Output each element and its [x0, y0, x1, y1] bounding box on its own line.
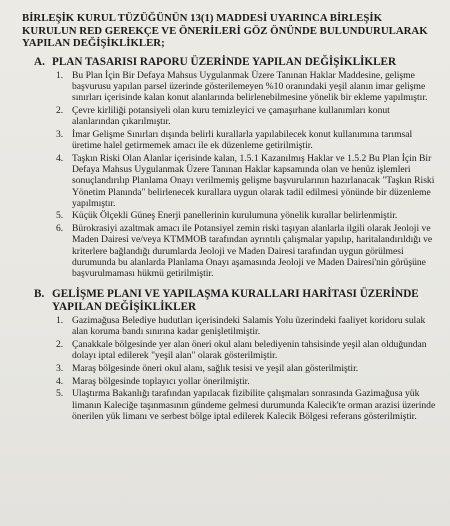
- item-text: İmar Gelişme Sınırları dışında belirli kurallarla yapılabilecek konut kullanımına tarımsal üretime halel getirmemek amacı ile ek düzenleme getirilmiştir.: [72, 129, 413, 152]
- item-number: 2.: [56, 339, 64, 351]
- section-a-title-text: PLAN TASARISI RAPORU ÜZERİNDE YAPILAN DEĞİŞİKLİKLER: [52, 55, 397, 68]
- item-number: 3.: [56, 129, 64, 141]
- list-item: [22, 376, 436, 387]
- item-text: Maraş bölgesinde öneri okul alanı, sağlık tesisi ve yeşil alan gösterilmiştir.: [72, 362, 359, 374]
- item-text: Çanakkale bölgesinde yer alan öneri okul alanı belediyenin tahsisinde yeşil alan olduğundan dolayı iptal edilerek "yeşil alan" olarak gösterilmiştir.: [72, 339, 427, 362]
- item-number: 1.: [56, 70, 64, 81]
- list-item: [22, 129, 436, 151]
- section-b-title-text: GELİŞME PLANI VE YAPILAŞMA KURALLARI HARİTASI ÜZERİNDE: [52, 288, 419, 301]
- item-text: Maraş bölgesinde toplayıcı yollar önerilmiştir.: [72, 375, 250, 387]
- item-number: 4.: [56, 152, 64, 164]
- section-b-letter: B.: [34, 288, 45, 301]
- list-item: [22, 315, 436, 337]
- item-number: 1.: [56, 315, 64, 327]
- item-text: Gazimağusa Belediye hudutları içerisindeki Salamis Yolu üzerindeki faaliyet koridoru sulak alan koruma bandı sınırına kadar genişletilmiştir.: [72, 315, 426, 338]
- section-a-list: [22, 70, 436, 279]
- item-text: Küçük Ölçekli Güneş Enerji panellerinin kurulumuna yönelik kurallar belirlenmiştir.: [72, 210, 398, 222]
- item-text: Bu Plan İçin Bir Defaya Mahsus Uygulanmak Üzere Tanınan Haklar Maddesine, gelişme başvurusu yapılan parsel üzerinde gösterilemeyen %10 oranındaki yeşil alanın imar gelişme sınırları içerisinde kalan konut alanlarında belirlenebilmesine yönelik bir ekleme yapılmıştır.: [72, 70, 428, 104]
- section-a-title: [22, 56, 436, 69]
- item-number: 2.: [56, 105, 64, 117]
- section-a-letter: A.: [34, 55, 45, 68]
- list-item: [22, 339, 436, 361]
- list-item: [22, 210, 436, 221]
- document-heading: BİRLEŞİK KURUL TÜZÜĞÜNÜN 13(1) MADDESİ UYARINCA BİRLEŞİK KURULUN RED GEREKÇE VE ÖNERİLERİ GÖZ ÖNÜNDE BULUNDURULARAK YAPILAN DEĞİŞİKLİKLER;: [22, 12, 428, 49]
- item-text: Bürokrasiyi azaltmak amacı ile Potansiyel zemin riski taşıyan alanlarla ilgili olarak Jeoloji ve Maden Dairesi ve/veya KTMMOB tarafından ayrıntılı çalışmalar yapılıp, haritalandırıldığı ve kriterlere bağlandığı durumlarda Jeoloji ve Maden Dairesi tarafından uygun görülmesi durumunda bu alanlarda Planlama Onayı aşamasında Jeoloji ve Maden Dairesi'nin görüşüne başvurulmaması hükmü getirilmiştir.: [72, 223, 433, 279]
- item-text: Çevre kirliliği potansiyeli olan kuru temizleyici ve çamaşırhane kullanımları konut alanlarından çıkarılmıştır.: [72, 105, 390, 128]
- list-item: [22, 363, 436, 374]
- list-item: [22, 70, 436, 104]
- item-text: Taşkın Riski Olan Alanlar içerisinde kalan, 1.5.1 Kazanılmış Haklar ve 1.5.2 Bu Plan İçin Bir Defaya Mahsus Uygulanmak Üzere Tanınan Haklar kapsamında olan ve henüz işlemleri sonuçlandırılıp Planlama Onayı verilmemiş gelişme başvurularının hazırlanacak "Taşkın Riski Yönetim Planında" belirlenecek kurallara uygun olarak tadil edilmesi yönünde bir düzenleme yapılmıştır.: [72, 152, 435, 209]
- item-number: 3.: [56, 362, 64, 374]
- item-number: 6.: [56, 223, 64, 235]
- list-item: [22, 153, 436, 209]
- section-b-title-continuation: YAPILAN DEĞİŞİKLİKLER: [52, 300, 197, 313]
- item-number: 5.: [56, 388, 64, 400]
- section-a: [22, 56, 436, 280]
- list-item: [22, 388, 436, 422]
- list-item: [22, 105, 436, 127]
- section-b: [22, 288, 436, 422]
- item-number: 5.: [56, 210, 64, 222]
- item-text: Ulaştırma Bakanlığı tarafından yapılacak fizibilite çalışmaları sonrasında Gazimağusa yük limanın Kaleciğe taşınmasının gündeme gelmesi durumunda Kalecik'te orman arazisi üzerinde önerilen yük limanı ve serbest bölge iptal edilerek Kalecik Bölgesi referans gösterilmiştir.: [72, 388, 436, 422]
- section-b-title: [22, 288, 436, 313]
- section-b-list: [22, 315, 436, 422]
- item-number: 4.: [56, 375, 64, 387]
- list-item: [22, 223, 436, 279]
